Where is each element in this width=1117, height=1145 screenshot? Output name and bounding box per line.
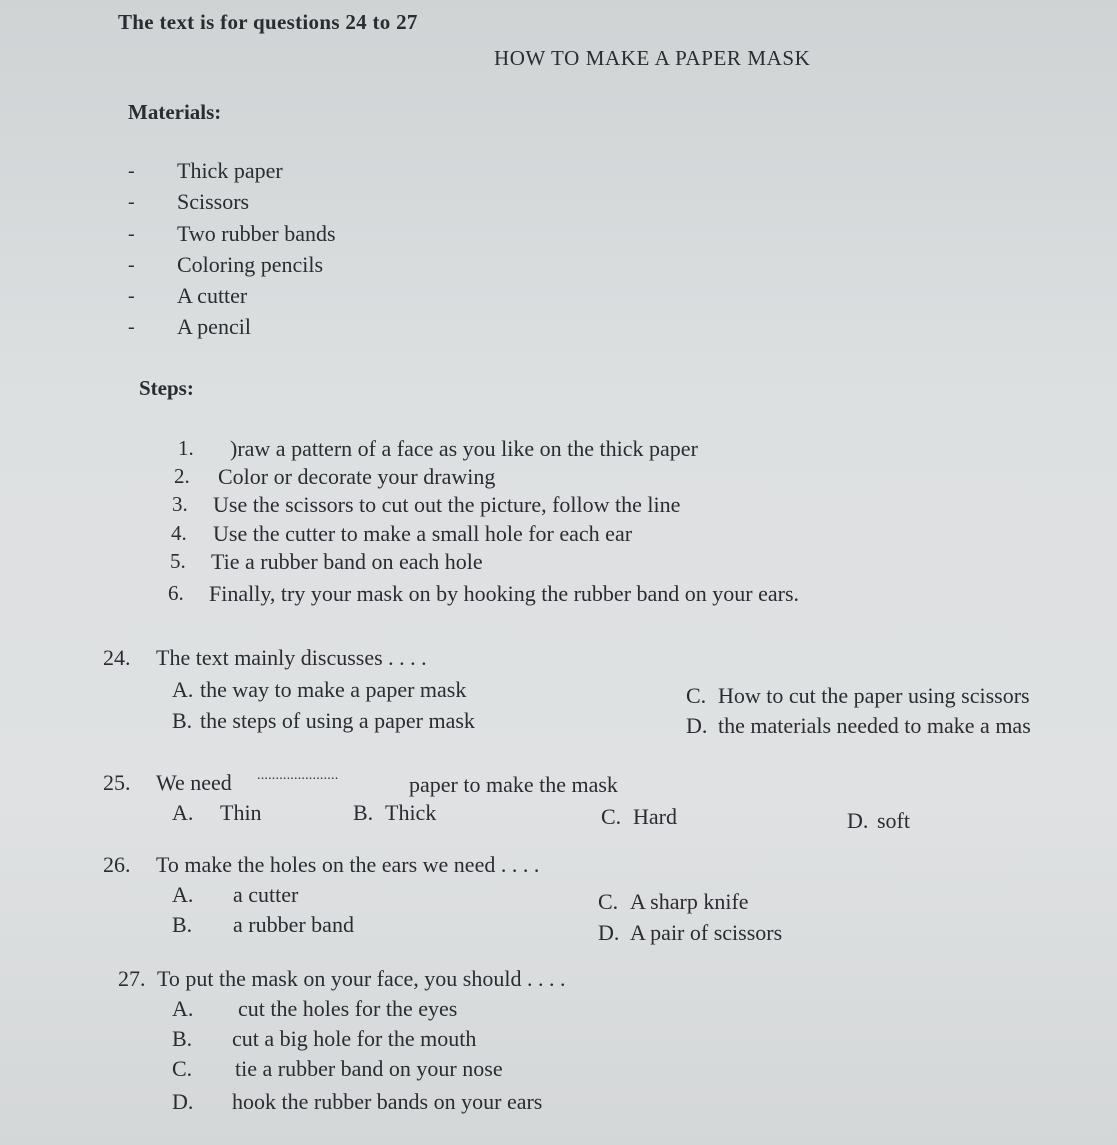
option-letter: D.: [172, 1089, 194, 1114]
step-number: 6.: [168, 581, 184, 605]
option-letter: A.: [172, 800, 194, 825]
option-letter: B.: [353, 800, 374, 825]
question-number: 24.: [103, 645, 131, 670]
option-text: A pair of scissors: [630, 920, 783, 945]
option-text: A sharp knife: [630, 889, 749, 914]
answer-blank: ......................: [257, 768, 339, 783]
step-text: Tie a rubber band on each hole: [211, 549, 483, 574]
option-text: the materials needed to make a mas: [718, 713, 1031, 738]
material-item: A cutter: [177, 283, 248, 308]
bullet-dash: -: [128, 160, 135, 182]
question-text: paper to make the mask: [409, 772, 618, 797]
bullet-dash: -: [128, 316, 135, 338]
bullet-dash: -: [128, 223, 135, 245]
option-letter: B.: [172, 1026, 193, 1051]
step-text: )raw a pattern of a face as you like on the thick paper: [230, 436, 698, 461]
option-text: a rubber band: [233, 912, 354, 937]
option-text: cut a big hole for the mouth: [232, 1026, 477, 1051]
step-text: Use the scissors to cut out the picture, follow the line: [213, 492, 681, 517]
option-text: the steps of using a paper mask: [200, 708, 475, 733]
material-item: A pencil: [177, 314, 251, 339]
question-number: 27.: [118, 966, 146, 991]
steps-heading: Steps:: [139, 376, 194, 400]
step-number: 4.: [171, 521, 187, 545]
step-number: 5.: [170, 549, 186, 573]
option-letter: C.: [598, 889, 619, 914]
question-number: 25.: [103, 770, 131, 795]
step-number: 1.: [178, 436, 194, 460]
step-text: Color or decorate your drawing: [218, 464, 496, 489]
question-text: We need: [156, 770, 232, 795]
material-item: Scissors: [177, 189, 250, 214]
option-text: tie a rubber band on your nose: [235, 1056, 503, 1081]
option-letter: A.: [172, 996, 194, 1021]
option-text: Hard: [633, 804, 677, 829]
materials-heading: Materials:: [128, 100, 222, 124]
bullet-dash: -: [128, 191, 135, 213]
question-text: To make the holes on the ears we need . . . .: [156, 852, 540, 877]
question-text: The text mainly discusses . . . .: [156, 645, 427, 670]
bullet-dash: -: [128, 254, 135, 276]
option-letter: D.: [598, 920, 620, 945]
option-letter: D.: [686, 713, 708, 738]
option-text: hook the rubber bands on your ears: [232, 1089, 543, 1114]
option-text: cut the holes for the eyes: [238, 996, 458, 1021]
material-item: Thick paper: [177, 158, 283, 183]
step-text: Use the cutter to make a small hole for each ear: [213, 521, 633, 546]
option-text: Thin: [220, 800, 262, 825]
question-text: To put the mask on your face, you should . . . .: [157, 966, 566, 991]
page-title: HOW TO MAKE A PAPER MASK: [494, 46, 811, 70]
option-letter: B.: [172, 912, 193, 937]
option-letter: A.: [172, 882, 194, 907]
option-letter: C.: [172, 1056, 193, 1081]
option-letter: B.: [172, 708, 193, 733]
option-text: How to cut the paper using scissors: [718, 683, 1030, 708]
intro-text: The text is for questions 24 to 27: [118, 10, 418, 34]
bullet-dash: -: [128, 285, 135, 307]
option-text: a cutter: [233, 882, 299, 907]
question-number: 26.: [103, 852, 131, 877]
option-text: Thick: [385, 800, 437, 825]
option-text: the way to make a paper mask: [200, 677, 467, 702]
option-letter: D.: [847, 808, 869, 833]
option-letter: C.: [686, 683, 707, 708]
material-item: Coloring pencils: [177, 252, 324, 277]
option-letter: A.: [172, 677, 194, 702]
option-letter: C.: [601, 804, 622, 829]
step-number: 2.: [174, 464, 190, 488]
material-item: Two rubber bands: [177, 221, 336, 246]
step-number: 3.: [172, 492, 188, 516]
option-text: soft: [877, 808, 910, 833]
step-text: Finally, try your mask on by hooking the rubber band on your ears.: [209, 581, 800, 606]
